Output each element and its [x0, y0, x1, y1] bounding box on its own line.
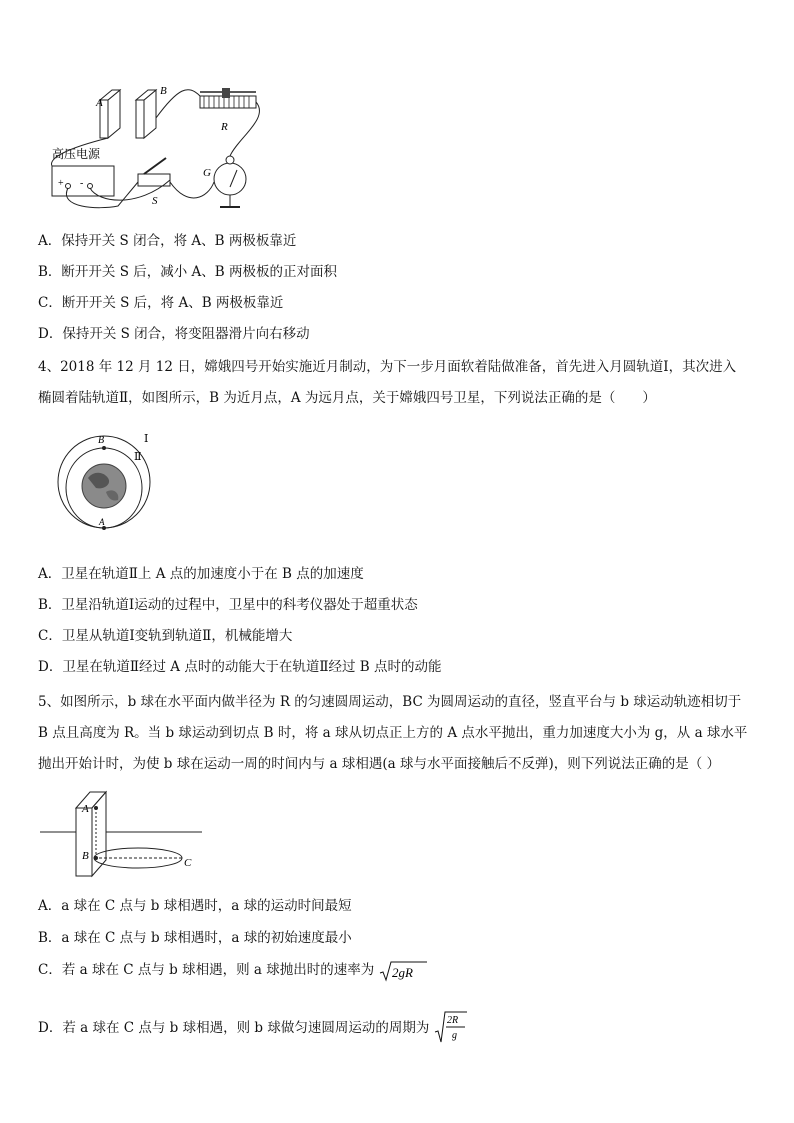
- orbit-point-b-label: B: [98, 435, 105, 446]
- platform-circle-figure: [38, 786, 208, 886]
- q5-option-c-row: [38, 958, 429, 982]
- point-c-label: C: [184, 857, 192, 869]
- supply-plus: +: [58, 178, 64, 189]
- fraction-numerator: 2R: [446, 1015, 458, 1026]
- q4-stem-line1: 4、2018 年 12 月 12 日，嫦娥四号开始实施近月制动，为下一步月面软着陆做准备，首先进入月圆轨道Ⅰ，其次进入: [38, 359, 737, 375]
- rheostat-label: R: [221, 121, 228, 133]
- q4-option-d: D．卫星在轨道Ⅱ经过 A 点时的动能大于在轨道Ⅱ经过 B 点时的动能: [38, 659, 442, 675]
- orbit-i-label: Ⅰ: [144, 433, 149, 445]
- q4-option-b: B．卫星沿轨道Ⅰ运动的过程中，卫星中的科考仪器处于超重状态: [38, 597, 418, 613]
- q3-option-c: C．断开开关 S 后，将 A、B 两极板靠近: [38, 295, 284, 311]
- q4-option-c: C．卫星从轨道Ⅰ变轨到轨道Ⅱ，机械能增大: [38, 628, 293, 644]
- plate-b-label: B: [160, 85, 167, 97]
- switch-label: S: [152, 195, 158, 207]
- q5-stem-line2: B 点且高度为 R。当 b 球运动到切点 B 时，将 a 球从切点正上方的 A 点水平抛出，重力加速度大小为 g，从 a 球水平: [38, 725, 748, 741]
- q3-option-d: D．保持开关 S 闭合，将变阻器滑片向右移动: [38, 326, 310, 342]
- sqrt-2gR-expression: [379, 960, 429, 982]
- q5-option-d: D．若 a 球在 C 点与 b 球相遇，则 b 球做匀速圆周运动的周期为: [38, 1020, 430, 1036]
- galvanometer-label: G: [203, 167, 211, 179]
- supply-label: 高压电源: [52, 147, 101, 161]
- q5-option-d-row: [38, 1010, 468, 1044]
- q5-option-a: A．a 球在 C 点与 b 球相遇时，a 球的运动时间最短: [38, 898, 352, 914]
- q4-stem-line2: 椭圆着陆轨道Ⅱ，如图所示，B 为近月点，A 为远月点，关于嫦娥四号卫星，下列说法正确的是（ ）: [38, 390, 656, 406]
- capacitor-circuit-figure: [38, 78, 278, 218]
- orbit-ii-label: Ⅱ: [134, 451, 142, 463]
- q5-option-c: C．若 a 球在 C 点与 b 球相遇，则 a 球抛出时的速率为: [38, 962, 375, 978]
- point-a-label: A: [82, 803, 89, 815]
- plate-a-label: A: [96, 97, 103, 109]
- orbit-point-a-label: A: [99, 517, 105, 527]
- q3-option-b: B．断开开关 S 后，减小 A、B 两极板的正对面积: [38, 264, 338, 280]
- sqrt-fraction-expression: [434, 1010, 468, 1044]
- q4-option-a: A．卫星在轨道Ⅱ上 A 点的加速度小于在 B 点的加速度: [38, 566, 364, 582]
- point-b-label: B: [82, 850, 89, 862]
- fraction-denominator: g: [451, 1030, 457, 1041]
- sqrt-radicand: 2gR: [391, 964, 413, 980]
- supply-minus: -: [80, 178, 84, 189]
- q5-option-b: B．a 球在 C 点与 b 球相遇时，a 球的初始速度最小: [38, 930, 352, 946]
- q5-stem-line1: 5、如图所示，b 球在水平面内做半径为 R 的匀速圆周运动，BC 为圆周运动的直径，竖直平台与 b 球运动轨迹相切于: [38, 694, 742, 710]
- q3-option-a: A．保持开关 S 闭合，将 A、B 两极板靠近: [38, 233, 297, 249]
- lunar-orbit-figure: [46, 428, 166, 538]
- q5-stem-line3: 抛出开始计时，为使 b 球在运动一周的时间内与 a 球相遇(a 球与水平面接触后不反弹)，则下列说法正确的是（ ）: [38, 756, 721, 772]
